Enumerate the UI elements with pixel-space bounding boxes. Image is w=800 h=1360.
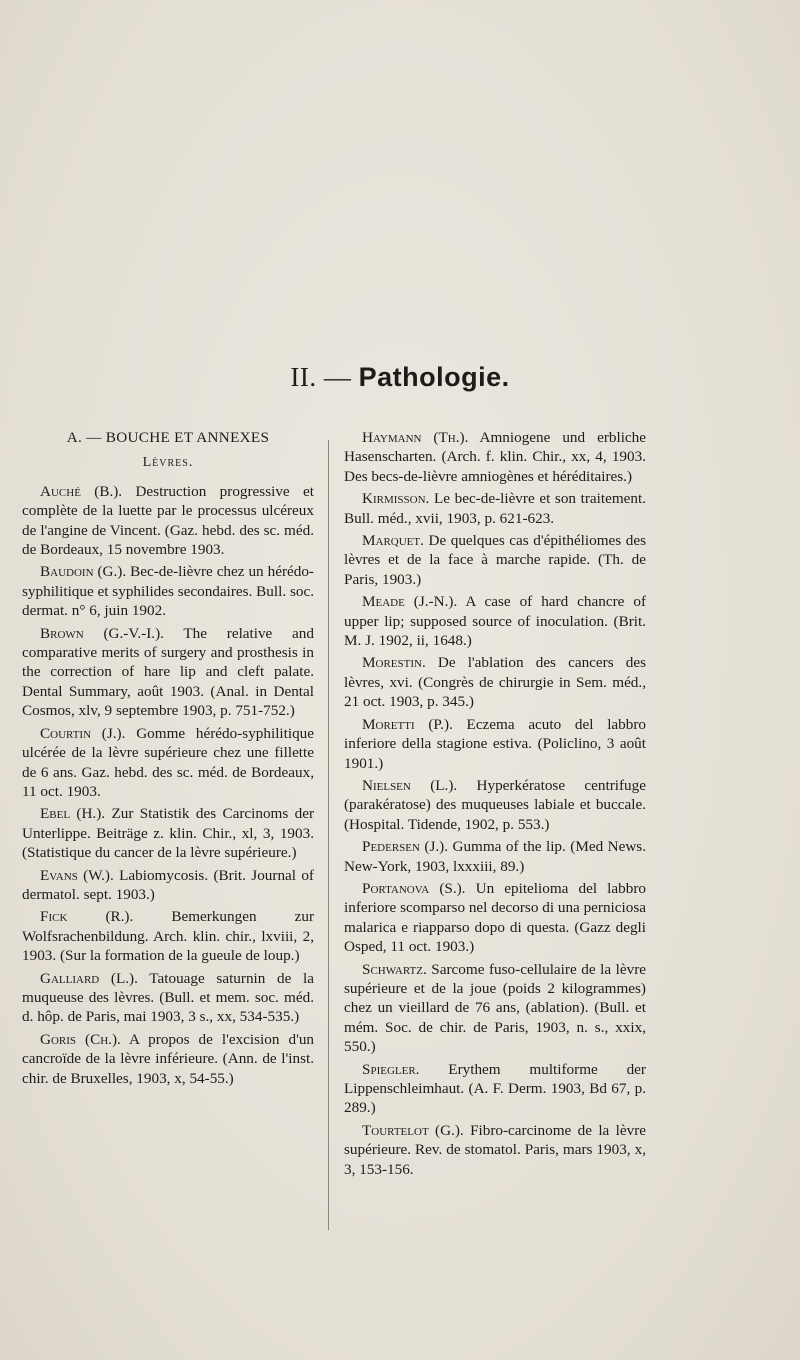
entry-author: Morestin. [362,654,426,672]
left-column [22,428,314,1091]
entry-author: Meade (J.-N.). [362,593,458,611]
entry-author: Spiegler. [362,1060,420,1078]
bibliography-entry [344,960,646,1057]
entry-text: Hyperkératose centrifuge (parakératose) des muqueuses labiale et buccale. (Hospital. Tidende, 1902, p. 553.) [344,776,646,833]
bibliography-entry [344,879,646,957]
bibliography-entry [22,482,314,560]
bibliography-entry [344,1121,646,1179]
entry-author: Ebel (H.). [40,805,106,823]
entry-author: Schwartz. [362,960,427,978]
entry-author: Kirmisson. [362,490,430,508]
bibliography-entry [22,907,314,965]
bibliography-entry [344,428,646,486]
entry-author: Tourtelot (G.). [362,1121,464,1139]
entry-text: Le bec-de-lièvre et son traitement. Bull. méd., xvii, 1903, p. 621-623. [344,490,646,527]
entry-author: Haymann (Th.). [362,429,469,446]
right-column [344,428,646,1182]
bibliography-entry [344,1060,646,1118]
section-dash: — [323,362,352,392]
entry-text: Erythem multiforme der Lippenschleimhaut. (A. F. Derm. 1903, Bd 67, p. 289.) [344,1060,646,1117]
bibliography-entry [344,837,646,876]
bibliography-entry [344,592,646,650]
section-number: II. [290,362,317,392]
bibliography-entry [22,624,314,721]
entry-text: Gomme hérédo-syphilitique ulcérée de la lèvre supérieure chez une fillette de 6 ans. Gaz. hebd. des sc. méd. de Bordeaux, 11 oct. 1903. [22,724,314,800]
entry-text: Sarcome fuso-cellulaire de la lèvre supérieure et de la joue (poids 2 kilogrammes) chez un vieillard de 76 ans, (ablation). (Bull. et mém. Soc. de chir. de Paris, 1903, n. s., xxix, 550.) [344,960,646,1056]
entry-author: Marquet. [362,532,424,550]
section-name: Pathologie. [358,362,510,392]
entry-author: Baudoin (G.). [40,563,127,581]
entry-author: Auché (B.). [40,482,123,500]
entry-text: De l'ablation des cancers des lèvres, xvi. (Congrès de chirurgie in Sem. méd., 21 oct. 1903, p. 345.) [344,654,646,711]
bibliography-entry [344,653,646,711]
entry-text: Gumma of the lip. (Med News. New-York, 1903, lxxxiii, 89.) [344,838,646,875]
entry-author: Portanova (S.). [362,879,466,897]
column-divider [328,440,329,1230]
bibliography-entry [22,969,314,1027]
chapter-subheading: Lèvres. [142,455,194,471]
entry-text: Un epitelioma del labbro inferiore scomparso nel decorso di una perniciosa malarica e riapparso dopo di questa. (Gazz degli Osped, 11 oct. 1903.) [344,879,646,956]
entry-text: The relative and comparative merits of surgery and prosthesis in the correction of hare lip and cleft palate. Dental Summary, août 1903. (Anal. in Dental Cosmos, xlv, 9 septembre 1903, p. 751-752.) [22,624,314,720]
entry-text: Eczema acuto del labbro inferiore della stagione estiva. (Policlino, 3 août 1901.) [344,715,647,772]
bibliography-entry [22,866,314,905]
entry-author: Nielsen (L.). [362,776,458,794]
entry-author: Moretti (P.). [362,715,453,733]
entry-text: Bemerkungen zur Wolfsrachenbildung. Arch. klin. chir., lxviii, 2, 1903. (Sur la formation de la gueule de loup.) [22,908,314,965]
entry-text: De quelques cas d'épithéliomes des lèvres et de la face à marche rapide. (Th. de Paris, 1903.) [344,532,646,588]
entry-text: Bec-de-lièvre chez un hérédo-syphilitique et syphilides secondaires. Bull. soc. dermat. n° 6, juin 1902. [22,563,314,620]
entry-text: Amniogene und erbliche Hasenscharten. (Arch. f. klin. Chir., xx, 4, 1903. Des becs-de-lièvre amniogènes et héréditaires.) [344,429,647,485]
entry-author: Evans (W.). [40,866,114,884]
bibliography-entry [344,489,646,528]
entry-author: Fick (R.). [40,908,134,926]
entry-text: Destruction progressive et complète de la luette par le processus ulcéreux de l'angine de Vincent. (Gaz. hebd. des sc. méd. de Bordeaux, 15 novembre 1903. [22,482,314,559]
chapter-heading: A. — BOUCHE ET ANNEXES [66,429,270,446]
entry-author: Goris (Ch.). [40,1030,121,1048]
entry-author: Galliard (L.). [40,969,138,987]
bibliography-entry [22,724,314,802]
entry-author: Courtin (J.). [40,724,126,742]
bibliography-entry [22,804,314,862]
entry-author: Brown (G.-V.-I.). [40,624,164,642]
entry-text: Tatouage saturnin de la muqueuse des lèvres. (Bull. et mem. soc. méd. d. hôp. de Paris, mai 1903, 3 s., xx, 534-535.) [22,969,314,1026]
bibliography-entry [22,562,314,620]
entry-text: Zur Statistik des Carcinoms der Unterlippe. Beiträge z. klin. Chir., xl, 3, 1903. (Statistique du cancer de la lèvre supérieure.) [22,805,315,862]
entry-author: Pedersen (J.). [362,838,449,856]
entry-text: A case of hard chancre of upper lip; supposed source of inoculation. (Brit. M. J. 1902, ii, 1648.) [344,593,646,650]
bibliography-entry [344,776,646,834]
bibliography-entry [344,531,646,589]
bibliography-entry [344,715,646,773]
entry-text: Fibro-carcinome de la lèvre supérieure. Rev. de stomatol. Paris, mars 1903, x, 3, 153-156. [344,1121,646,1178]
entry-text: Labiomycosis. (Brit. Journal of dermatol. sept. 1903.) [22,866,314,903]
section-title [0,362,800,393]
bibliography-entry [22,1030,314,1088]
entry-text: A propos de l'excision d'un cancroïde de la lèvre inférieure. (Ann. de l'inst. chir. de Bruxelles, 1903, x, 54-55.) [22,1030,315,1087]
